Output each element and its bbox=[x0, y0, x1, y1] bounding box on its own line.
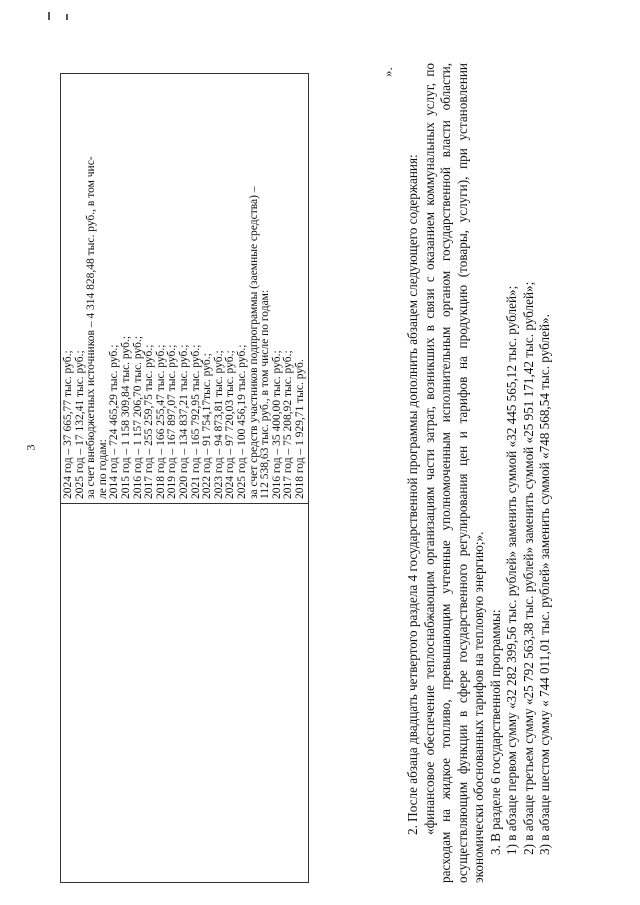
table-line: 2024 год – 37 665,77 тыс. руб.; bbox=[62, 350, 74, 499]
table-line: 2014 год – 724 465,29 тыс. руб.; bbox=[108, 344, 121, 499]
table-line: ле по годам: bbox=[96, 439, 109, 499]
list-item: 2) в абзаце третьем сумму «25 792 563,38 тыс. рублей» заменить суммой «25 951 171,42 тыс. рублей»; bbox=[520, 281, 536, 855]
table-line: за счет внебюджетных источников – 4 314 828,48 тыс. руб., в том чис- bbox=[85, 156, 98, 499]
paragraph-section-4-addition: 2. После абзаца двадцать четвертого раздела 4 государственной программы дополнить абзацем следующего содержания: bbox=[405, 154, 420, 835]
table-line: 2023 год – 94 873,81 тыс. руб.; bbox=[212, 350, 225, 499]
scan-mark bbox=[48, 12, 50, 20]
table-line: 112 538,63 тыс. руб., в том числе по годам: bbox=[259, 289, 272, 499]
rotated-content bbox=[0, 35, 580, 905]
table-line: 2022 год – 91 754,17тыс. руб.; bbox=[201, 353, 214, 499]
table-line: за счет средств участников подпрограммы (заемные средства) – bbox=[247, 186, 260, 499]
funding-table bbox=[60, 73, 309, 883]
table-line: 2016 год – 1 157 206,70 тыс. руб.; bbox=[131, 335, 144, 499]
table-line: 2020 год – 134 837,21 тыс. руб.; bbox=[177, 344, 190, 499]
table-line: 2016 год – 35 400,00 тыс. руб.; bbox=[270, 350, 283, 499]
document-body bbox=[405, 63, 554, 883]
table-line: 2017 год – 75 208,92 тыс. руб.; bbox=[282, 350, 295, 499]
table-row bbox=[61, 74, 309, 883]
table-line: 2018 год – 166 255,47 тыс. руб.; bbox=[154, 344, 167, 499]
table-left-cell bbox=[61, 504, 309, 883]
table-line: 2018 год – 1 929,71 тыс. руб. bbox=[293, 359, 306, 499]
table-line: 2019 год – 167 897,07 тыс. руб.; bbox=[166, 344, 179, 499]
paragraph-section-6: 3. В разделе 6 государственной программы: bbox=[487, 609, 503, 855]
scan-mark bbox=[66, 14, 68, 20]
list-item: 1) в абзаце первом сумму «32 282 399,56 тыс. рублей» заменить суммой «32 445 565,12 тыс. рублей»; bbox=[504, 285, 519, 855]
page-number: 3 bbox=[23, 444, 38, 451]
table-line: 2024 год – 97 720,03 тыс. руб.; bbox=[224, 350, 237, 499]
paragraph-quoted-text: «финансовое обеспечение теплоснабжающим организациям части затрат, возникших в связи с оказанием коммунальных услуг, по расходам на жидкое топливо, превышающим учтенные уполномоченным исполнительным органом государственной власти области, осуществляющим функции в сфере государственного регулирования цен и тарифов на продукцию (товары, услуги), при установлении экономически обоснованных тарифов на тепловую энергию;». bbox=[421, 63, 486, 883]
list-item: 3) в абзаце шестом сумму « 744 011,01 тыс. рублей» заменить суммой «748 568,54 тыс. рублей». bbox=[537, 314, 552, 855]
table-line: 2017 год – 255 259,75 тыс. руб.; bbox=[143, 344, 156, 499]
table-line: 2015 год – 1 158 309,84 тыс. руб.; bbox=[119, 335, 132, 499]
table-line: 2025 год – 100 456,19 тыс. руб.; bbox=[235, 344, 248, 499]
closing-quote: ». bbox=[380, 67, 395, 77]
table-right-cell bbox=[61, 74, 309, 504]
table-line: 2025 год – 17 132,41 тыс. руб.; bbox=[73, 350, 86, 499]
table-line: 2021 год – 165 792,95 тыс. руб.; bbox=[189, 344, 202, 499]
